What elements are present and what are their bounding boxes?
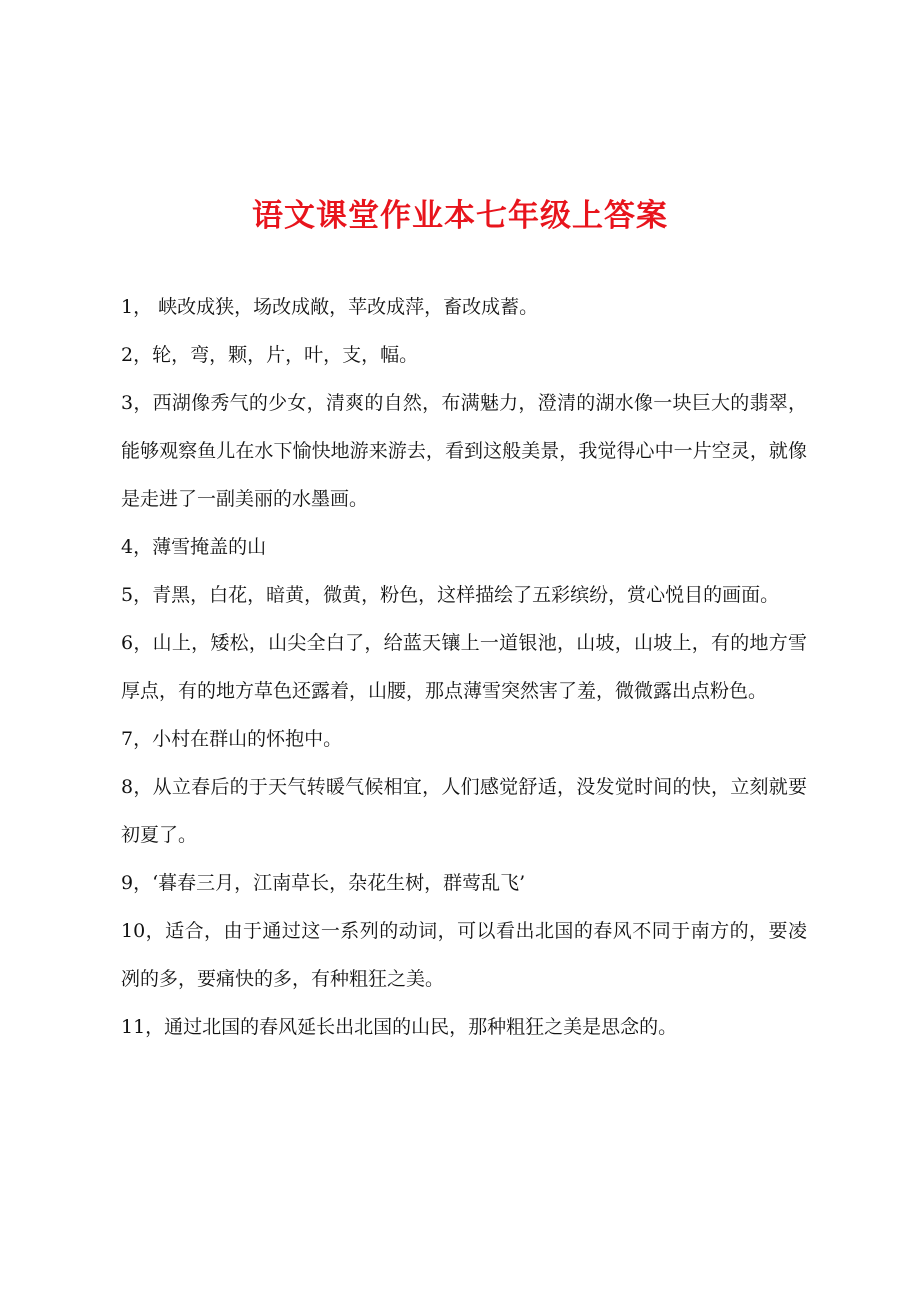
answer-item-8: 8，从立春后的于天气转暖气候相宜，人们感觉舒适，没发觉时间的快，立刻就要初夏了。 xyxy=(121,776,807,846)
answer-list xyxy=(121,283,807,1051)
answer-item-7: 7，小村在群山的怀抱中。 xyxy=(121,728,343,750)
answer-item-1: 1， 峡改成狭，场改成敞，苹改成萍，畜改成蓄。 xyxy=(121,296,539,318)
answer-item-11: 11，通过北国的春风延长出北国的山民，那种粗狂之美是思念的。 xyxy=(121,1016,678,1038)
answer-item-5: 5，青黑，白花，暗黄，微黄，粉色，这样描绘了五彩缤纷，赏心悦目的画面。 xyxy=(121,584,780,606)
answer-item-2: 2，轮，弯，颗，片，叶，支，幅。 xyxy=(121,344,419,366)
page-title: 语文课堂作业本七年级上答案 xyxy=(252,198,668,234)
answer-item-3: 3，西湖像秀气的少女，清爽的自然，布满魅力，澄清的湖水像一块巨大的翡翠，能够观察鱼儿在水下愉快地游来游去，看到这般美景，我觉得心中一片空灵，就像是走进了一副美丽的水墨画。 xyxy=(121,392,807,510)
answer-item-4: 4，薄雪掩盖的山 xyxy=(121,536,267,558)
answer-item-9: 9，‘暮春三月，江南草长，杂花生树，群莺乱飞’ xyxy=(121,872,526,894)
answer-item-10: 10，适合，由于通过这一系列的动词，可以看出北国的春风不同于南方的，要凌冽的多，要痛快的多，有种粗狂之美。 xyxy=(121,920,807,990)
answer-item-6: 6，山上，矮松，山尖全白了，给蓝天镶上一道银池，山坡，山坡上，有的地方雪厚点，有的地方草色还露着，山腰，那点薄雪突然害了羞，微微露出点粉色。 xyxy=(121,632,807,702)
